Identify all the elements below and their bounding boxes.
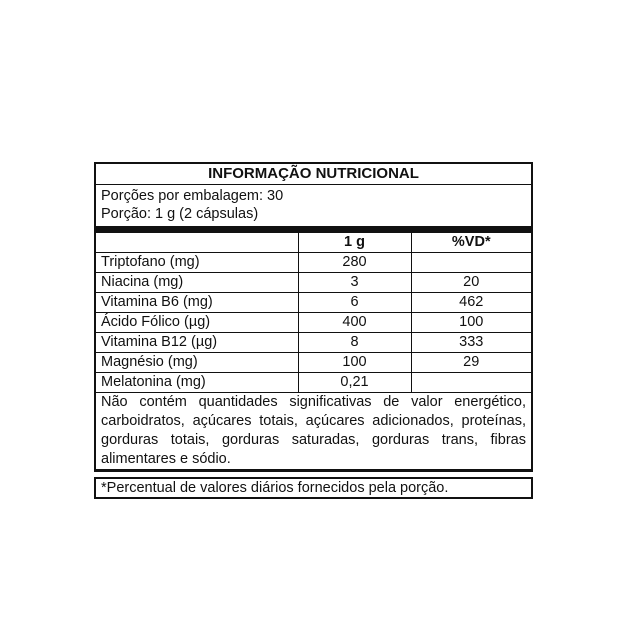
table-row: [96, 253, 531, 273]
nutrient-amount: 3: [298, 273, 411, 293]
nutrient-dv: [411, 373, 531, 393]
nutrient-name: Ácido Fólico (µg): [96, 313, 298, 333]
nutrient-amount: 8: [298, 333, 411, 353]
nutrient-name: Melatonina (mg): [96, 373, 298, 393]
servings-per-package: Porções por embalagem: 30: [101, 188, 284, 204]
nutrition-facts-table: [94, 162, 533, 472]
thick-divider: [96, 226, 531, 233]
nutrient-dv: [411, 253, 531, 273]
dv-footnote: *Percentual de valores diários fornecidos pela porção.: [94, 477, 533, 499]
header-dv: %VD*: [411, 233, 531, 253]
not-significant-note: Não contém quantidades significativas de valor energético, carboidratos, açúcares totais, açúcares adicionados, proteínas, gorduras totais, gorduras saturadas, gorduras trans, fibras alimentares e sódio.: [96, 393, 531, 470]
nutrient-amount: 100: [298, 353, 411, 373]
nutrient-amount: 6: [298, 293, 411, 313]
nutrient-name: Vitamina B6 (mg): [96, 293, 298, 313]
table-row: [96, 293, 531, 313]
table-row: [96, 273, 531, 293]
nutrient-dv: 20: [411, 273, 531, 293]
header-amount: 1 g: [298, 233, 411, 253]
nutrient-name: Niacina (mg): [96, 273, 298, 293]
table-row: [96, 313, 531, 333]
nutrient-dv: 29: [411, 353, 531, 373]
nutrient-table: [96, 233, 531, 470]
nutrient-name: Vitamina B12 (µg): [96, 333, 298, 353]
nutrient-amount: 0,21: [298, 373, 411, 393]
serving-size: Porção: 1 g (2 cápsulas): [101, 206, 259, 222]
table-row: [96, 373, 531, 393]
nutrient-amount: 280: [298, 253, 411, 273]
serving-info: [96, 185, 531, 226]
table-title: INFORMAÇÃO NUTRICIONAL: [96, 164, 531, 185]
table-row: [96, 353, 531, 373]
nutrient-name: Triptofano (mg): [96, 253, 298, 273]
nutrient-dv: 462: [411, 293, 531, 313]
nutrient-amount: 400: [298, 313, 411, 333]
header-row: [96, 233, 531, 253]
note-row: [96, 393, 531, 470]
nutrient-dv: 100: [411, 313, 531, 333]
nutrient-dv: 333: [411, 333, 531, 353]
header-nutrient: [96, 233, 298, 253]
table-row: [96, 333, 531, 353]
nutrient-name: Magnésio (mg): [96, 353, 298, 373]
